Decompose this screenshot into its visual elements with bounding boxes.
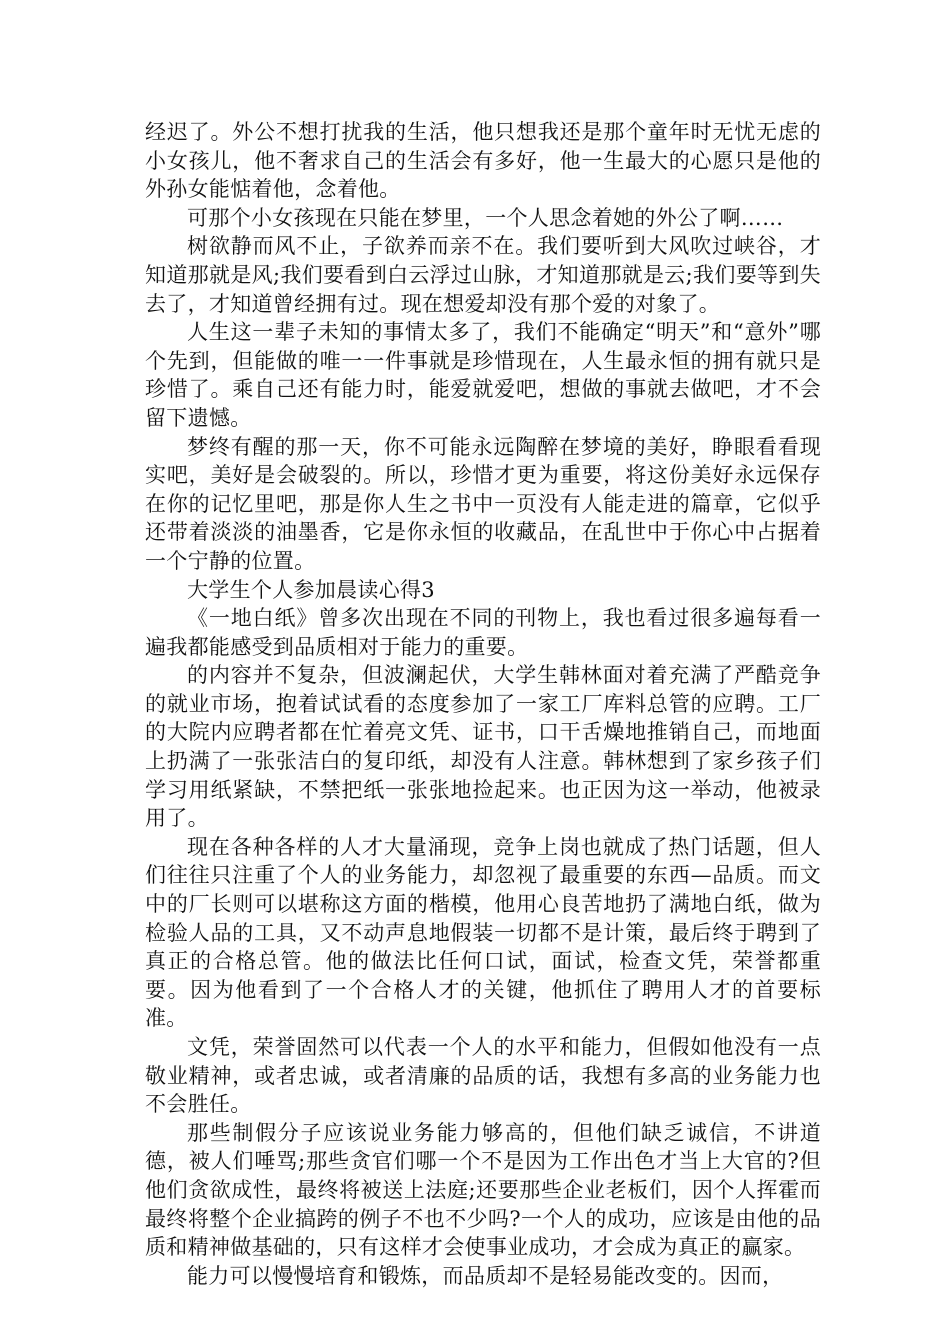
paragraph: 的内容并不复杂，但波澜起伏，大学生韩林面对着充满了严酷竞争的就业市场，抱着试试看的态度参加了一家工厂库料总管的应聘。工厂的大院内应聘者都在忙着亮文凭、证书，口干舌燥地推销自己，而地面上扔满了一张张洁白的复印纸，却没有人注意。韩林想到了家乡孩子们学习用纸紧缺，不禁把纸一张张地捡起来。也正因为这一举动，他被录用了。: [145, 663, 821, 831]
paragraph: 那些制假分子应该说业务能力够高的，但他们缺乏诚信，不讲道德，被人们唾骂;那些贪官们哪一个不是因为工作出色才当上大官的?但他们贪欲成性，最终将被送上法庭;还要那些企业老板们，因个人挥霍而最终将整个企业搞跨的例子不也不少吗?一个人的成功，应该是由他的品质和精神做基础的，只有这样才会使事业成功，才会成为真正的赢家。: [145, 1120, 821, 1260]
paragraph-continuation: 经迟了。外公不想打扰我的生活，他只想我还是那个童年时无忧无虑的小女孩儿，他不奢求自己的生活会有多好，他一生最大的心愿只是他的外孙女能惦着他，念着他。: [145, 120, 821, 202]
paragraph: 梦终有醒的那一天，你不可能永远陶醉在梦境的美好，睁眼看看现实吧，美好是会破裂的。所以，珍惜才更为重要，将这份美好永远保存在你的记忆里吧，那是你人生之书中一页没有人能走进的篇章，它似乎还带着淡淡的油墨香，它是你永恒的收藏品，在乱世中于你心中占据着一个宁静的位置。: [145, 434, 821, 573]
section-heading: 大学生个人参加晨读心得3: [187, 577, 435, 602]
paragraph: 树欲静而风不止，子欲养而亲不在。我们要听到大风吹过峡谷，才知道那就是风;我们要看到白云浮过山脉，才知道那就是云;我们要等到失去了，才知道曾经拥有过。现在想爱却没有那个爱的对象了。: [145, 234, 821, 316]
paragraph: 《一地白纸》曾多次出现在不同的刊物上，我也看过很多遍每看一遍我都能感受到品质相对于能力的重要。: [145, 606, 821, 659]
paragraph: 可那个小女孩现在只能在梦里，一个人思念着她的外公了啊……: [187, 205, 784, 230]
paragraph: 人生这一辈子未知的事情太多了，我们不能确定“明天”和“意外”哪个先到，但能做的唯一一件事就是珍惜现在，人生最永恒的拥有就只是珍惜了。乘自己还有能力时，能爱就爱吧，想做的事就去做吧，才不会留下遗憾。: [145, 320, 821, 430]
paragraph: 现在各种各样的人才大量涌现，竞争上岗也就成了热门话题，但人们往往只注重了个人的业务能力，却忽视了最重要的东西—品质。而文中的厂长则可以堪称这方面的楷模，他用心良苦地扔了满地白纸，做为检验人品的工具，又不动声息地假装一切都不是计策，最后终于聘到了真正的合格总管。他的做法比任何口试，面试，检查文凭，荣誉都重要。因为他看到了一个合格人才的关键，他抓住了聘用人才的首要标准。: [145, 834, 821, 1031]
paragraph: 文凭，荣誉固然可以代表一个人的水平和能力，但假如他没有一点敬业精神，或者忠诚，或者清廉的品质的话，我想有多高的业务能力也不会胜任。: [145, 1035, 821, 1117]
document-body: [145, 118, 821, 1290]
paragraph: 能力可以慢慢培育和锻炼，而品质却不是轻易能改变的。因而，: [187, 1263, 784, 1288]
